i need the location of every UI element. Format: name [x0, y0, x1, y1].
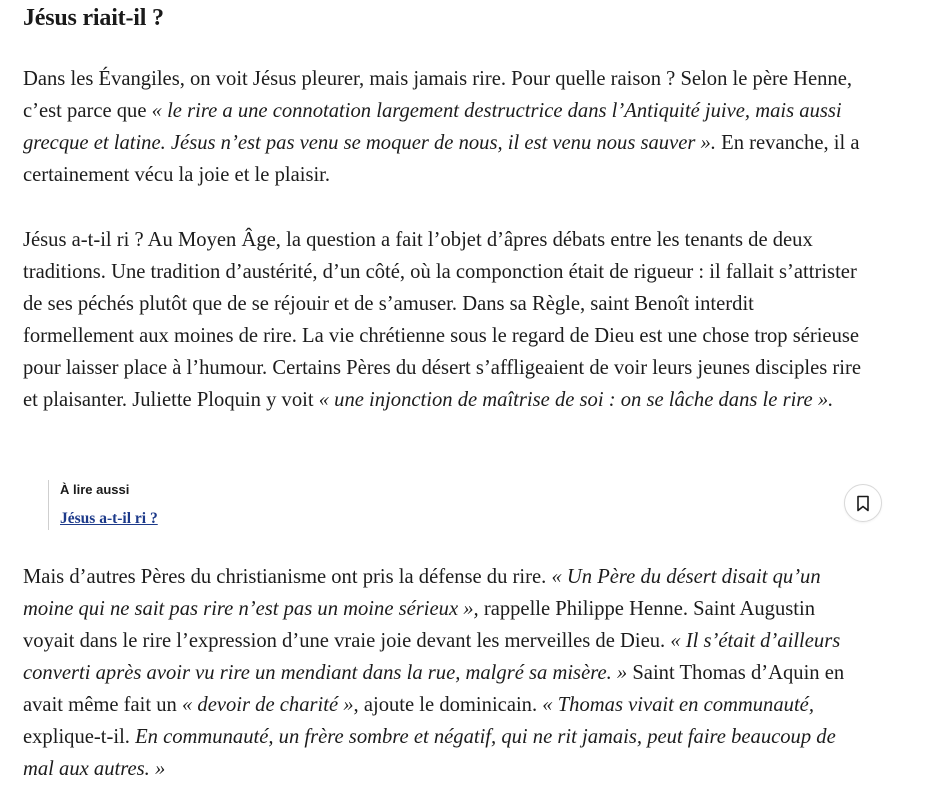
read-also-box [48, 480, 885, 530]
read-also-link[interactable]: Jésus a-t-il ri ? [60, 510, 158, 527]
paragraph-1 [23, 63, 863, 191]
section-title: Jésus riait-il ? [23, 5, 164, 31]
body-text: Mais d’autres Pères du christianisme ont pris la défense du rire. [23, 566, 552, 588]
quote-text: « le rire a une connotation largement destructrice dans l’Antiquité juive, mais aussi grecque et latine. Jésus n’est pas venu se moquer de nous, il est venu nous sauver ». [23, 100, 842, 154]
bookmark-button[interactable] [844, 484, 882, 522]
quote-text: « une injonction de maîtrise de soi : on se lâche dans le rire ». [318, 389, 834, 411]
body-text: , ajoute le dominicain. [353, 694, 543, 716]
paragraph-3 [23, 561, 863, 785]
quote-text: En communauté, un frère sombre et négatif, qui ne rit jamais, peut faire beaucoup de mal aux autres. » [23, 726, 836, 780]
quote-text: « Thomas vivait en communauté, [542, 694, 814, 716]
read-also-kicker: À lire aussi [60, 482, 130, 497]
body-text: Jésus a-t-il ri ? Au Moyen Âge, la question a fait l’objet d’âpres débats entre les tenants de deux traditions. Une tradition d’austérité, d’un côté, où la componction était de rigueur : il fallait s’attrister de ses péchés plutôt que de se réjouir et de s’amuser. Dans sa Règle, saint Benoît interdit formellement aux moines de rire. La vie chrétienne sous le regard de Dieu est une chose trop sérieuse pour laisser place à l’humour. Certains Pères du désert s’affligeaient de voir leurs jeunes disciples rire et plaisanter. Juliette Ploquin y voit [23, 229, 861, 411]
body-text: Saint Thomas d’Aquin en avait même fait un [23, 662, 845, 716]
quote-text: « devoir de charité » [181, 694, 354, 716]
body-text: En revanche, il a certainement vécu la joie et le plaisir. [23, 132, 860, 186]
body-text: Dans les Évangiles, on voit Jésus pleurer, mais jamais rire. Pour quelle raison ? Selon le père Henne, c’est parce que [23, 68, 852, 122]
quote-text: « Un Père du désert disait qu’un moine qui ne sait pas rire n’est pas un moine sérieux », [23, 566, 821, 620]
body-text: rappelle Philippe Henne. Saint Augustin voyait dans le rire l’expression d’une vraie joie devant les merveilles de Dieu. [23, 598, 816, 652]
quote-text: « Il s’était d’ailleurs converti après avoir vu rire un mendiant dans la rue, malgré sa misère. » [23, 630, 841, 684]
body-text: explique-t-il. [23, 726, 136, 748]
paragraph-2 [23, 224, 863, 416]
bookmark-icon [856, 495, 870, 512]
